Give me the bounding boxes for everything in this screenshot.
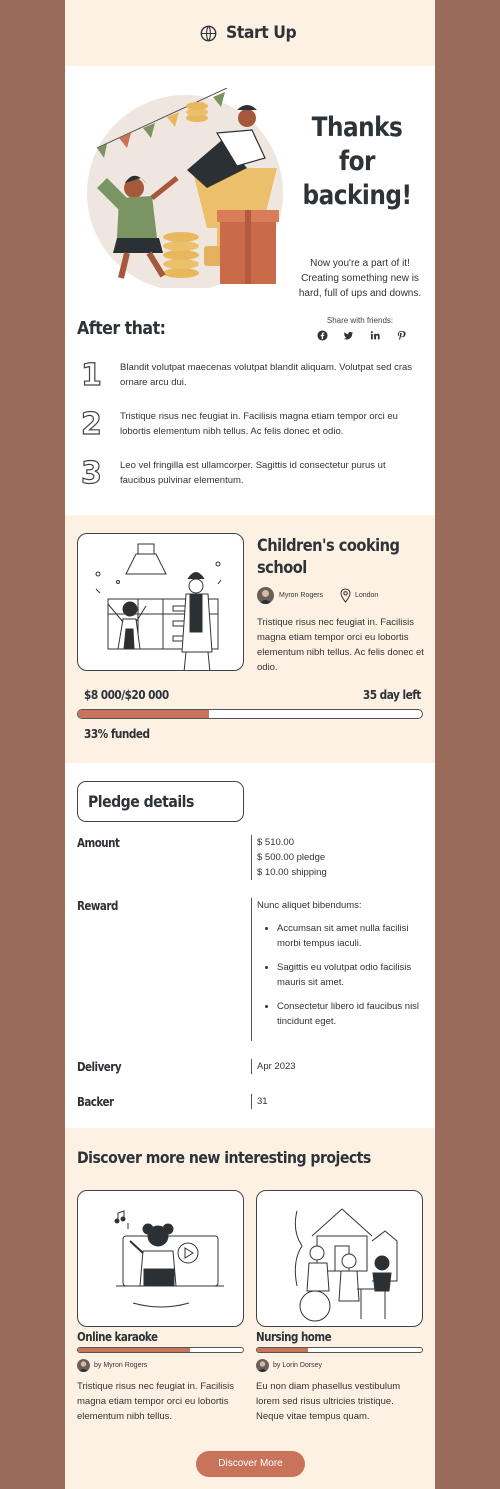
amount-total: $ 510.00: [257, 837, 294, 848]
discover-more-button[interactable]: Discover More: [196, 1451, 305, 1477]
social-links: [317, 330, 407, 341]
hero-section: [65, 66, 435, 325]
progress-fill: [257, 1348, 308, 1352]
progress-fill: [78, 710, 209, 718]
project-card[interactable]: [256, 1190, 423, 1424]
hero-text: Now you're a part of it! Creating something new is hard, full of ups and downs.: [298, 258, 422, 299]
campaign-title[interactable]: Children's cooking school: [257, 536, 400, 578]
days-left: 35 day left: [363, 688, 421, 702]
reward-item: • Consectetur libero id faucibus nisl tincidunt eget.: [277, 999, 427, 1029]
avatar: [256, 1359, 269, 1372]
karaoke-illustration: [78, 1191, 244, 1327]
globe-icon: [200, 25, 217, 42]
step-number: 2: [81, 407, 102, 442]
project-progress-bar: [256, 1347, 423, 1353]
twitter-icon[interactable]: [343, 330, 354, 341]
reward-item: • Accumsan sit amet nulla facilisi morbi tempus iaculi.: [277, 921, 427, 951]
funded-percent: 33% funded: [84, 727, 150, 741]
campaign-location: London: [354, 592, 379, 599]
reward-list: [257, 921, 427, 1029]
avatar: [77, 1359, 90, 1372]
reward-item: • Sagittis eu volutpat odio facilisis mauris sit amet.: [277, 960, 427, 990]
reward-label: Reward: [77, 899, 118, 913]
funding-progress-bar: [77, 709, 423, 719]
after-title: After that:: [77, 318, 166, 339]
amount-pledge: $ 500.00 pledge: [257, 852, 326, 863]
reward-value: [251, 898, 427, 1041]
author-name: Myron Rogers: [279, 592, 323, 599]
pledge-title: Pledge details: [88, 792, 194, 811]
share-label: Share with friends:: [326, 316, 394, 325]
hero-title: Thanks for backing!: [302, 112, 412, 211]
project-meta: [256, 1359, 423, 1372]
step-text: Leo vel fringilla est ullamcorper. Sagittis id consectetur purus ut faucibus pulvinar elementum.: [120, 460, 386, 486]
project-description: Eu non diam phasellus vestibulum lorem sed risus ultricies tristique. Neque vitae tempus quam.: [256, 1381, 401, 1422]
delivery-label: Delivery: [77, 1060, 122, 1074]
project-card[interactable]: [77, 1190, 244, 1424]
celebration-illustration: [77, 88, 287, 288]
project-image[interactable]: [77, 1190, 244, 1327]
amount-value: [251, 835, 327, 880]
delivery-value: Apr 2023: [251, 1059, 296, 1074]
project-meta: [77, 1359, 244, 1372]
project-title[interactable]: Nursing home: [256, 1330, 332, 1344]
project-author: by Myron Rogers: [94, 1362, 148, 1369]
pledge-details-header: [77, 781, 244, 822]
cooking-illustration: [78, 534, 244, 671]
discover-title: Discover more new interesting projects: [77, 1148, 371, 1167]
progress-fill: [78, 1348, 190, 1352]
facebook-icon[interactable]: [317, 330, 328, 341]
amount-label: Amount: [77, 836, 120, 850]
linkedin-icon[interactable]: [370, 330, 381, 341]
brand-name[interactable]: Start Up: [226, 23, 297, 43]
project-image[interactable]: [256, 1190, 423, 1327]
campaign-description: Tristique risus nec feugiat in. Facilisis magna etiam tempor orci eu lobortis elementum nibh tellus. Ac felis donec et odio.: [257, 617, 424, 673]
project-description: Tristique risus nec feugiat in. Facilisis magna etiam tempor orci eu lobortis elementum nibh tellus.: [77, 1381, 234, 1422]
step-number: 3: [81, 456, 102, 491]
location-pin-icon: [340, 588, 351, 603]
project-progress-bar: [77, 1347, 244, 1353]
project-author: by Lorin Dorsey: [273, 1362, 323, 1369]
reward-intro: Nunc aliquet bibendums:: [257, 900, 362, 911]
discover-section: [65, 1128, 435, 1489]
header: [65, 0, 435, 66]
step-text: Tristique risus nec feugiat in. Facilisis magna etiam tempor orci eu lobortis elementum nibh tellus. Ac felis donec et odio.: [120, 411, 398, 437]
avatar: [257, 587, 274, 604]
pinterest-icon[interactable]: [396, 330, 407, 341]
amount-shipping: $ 10.00 shipping: [257, 867, 327, 878]
backer-value: 31: [251, 1094, 268, 1109]
step-number: 1: [81, 358, 102, 393]
campaign-meta: [257, 587, 378, 604]
email-container: [65, 0, 435, 1489]
campaign-image[interactable]: [77, 533, 244, 671]
funding-amount: $8 000/$20 000: [84, 688, 169, 702]
step-text: Blandit volutpat maecenas volutpat blandit aliquam. Volutpat sed cras ornare arcu dui.: [120, 362, 413, 388]
nursing-home-illustration: [257, 1191, 423, 1327]
backer-label: Backer: [77, 1095, 114, 1109]
campaign-section: [65, 515, 435, 763]
project-title[interactable]: Online karaoke: [77, 1330, 158, 1344]
